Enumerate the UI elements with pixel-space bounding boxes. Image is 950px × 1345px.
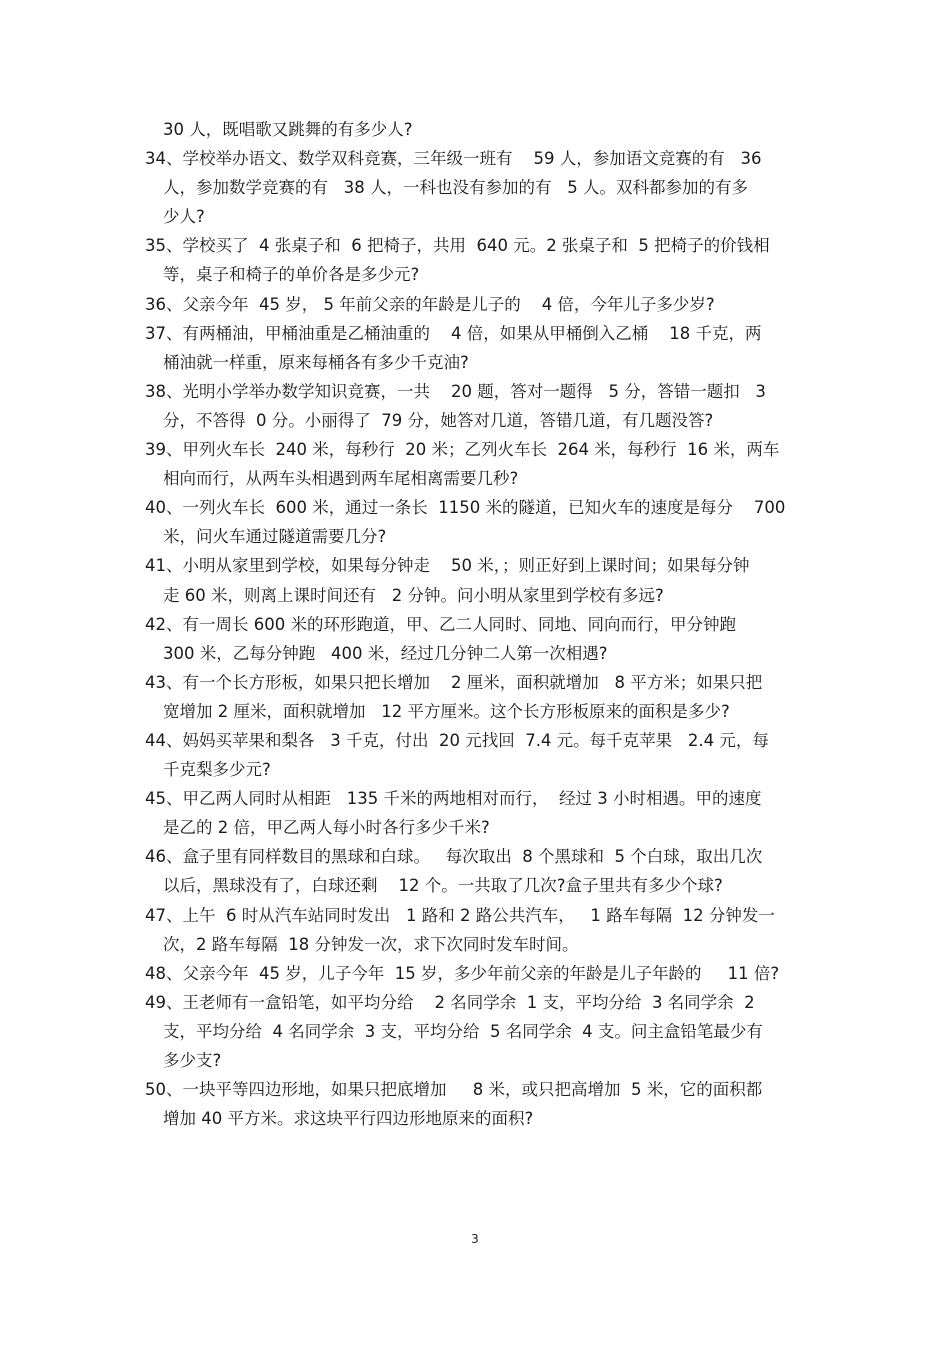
problem-38-line-2: 分，不答得 0 分。小丽得了 79 分，她答对几道，答错几道，有几题没答? — [163, 410, 714, 430]
problem-list — [145, 115, 815, 1133]
problem-38-line-1: 38、光明小学举办数学知识竞赛，一共 20 题，答对一题得 5 分，答错一题扣 3 — [145, 381, 766, 401]
problem-47-line-1: 47、上午 6 时从汽车站同时发出 1 路和 2 路公共汽车， 1 路车每隔 12 分钟发一 — [145, 905, 775, 925]
page-number: 3 — [471, 1232, 479, 1246]
problem-34-line-1: 34、学校举办语文、数学双科竞赛，三年级一班有 59 人，参加语文竞赛的有 36 — [145, 149, 762, 169]
problem-40-line-2: 米，问火车通过隧道需要几分? — [163, 527, 387, 547]
problem-33-continuation: 30 人，既唱歌又跳舞的有多少人? — [163, 120, 413, 139]
problem-41-line-2: 走 60 米，则离上课时间还有 2 分钟。问小明从家里到学校有多远? — [163, 585, 664, 605]
problem-34-line-3: 少人? — [163, 207, 205, 227]
problem-35-line-1: 35、学校买了 4 张桌子和 6 把椅子，共用 640 元。2 张桌子和 5 把椅子的价钱相 — [145, 236, 770, 256]
problem-42-line-2: 300 米，乙每分钟跑 400 米，经过几分钟二人第一次相遇? — [163, 643, 608, 663]
problem-44-line-2: 千克梨多少元? — [163, 760, 271, 780]
problem-36-line-1: 36、父亲今年 45 岁， 5 年前父亲的年龄是儿子的 4 倍，今年儿子多少岁? — [145, 294, 715, 314]
problem-37-line-2: 桶油就一样重，原来每桶各有多少千克油? — [163, 352, 469, 372]
problem-49-line-2: 支，平均分给 4 名同学余 3 支，平均分给 5 名同学余 4 支。问主盒铅笔最少有 — [163, 1021, 763, 1041]
problem-35-line-2: 等，桌子和椅子的单价各是多少元? — [163, 265, 420, 285]
problem-34-line-2: 人，参加数学竞赛的有 38 人，一科也没有参加的有 5 人。双科都参加的有多 — [163, 178, 748, 198]
problem-50-line-1: 50、一块平等四边形地，如果只把底增加 8 米，或只把高增加 5 米，它的面积都 — [145, 1080, 763, 1100]
problem-39-line-1: 39、甲列火车长 240 米，每秒行 20 米；乙列火车长 264 米，每秒行 16 米，两车 — [145, 440, 780, 460]
problem-50-line-2: 增加 40 平方米。求这块平行四边形地原来的面积? — [163, 1109, 534, 1129]
problem-37-line-1: 37、有两桶油，甲桶油重是乙桶油重的 4 倍，如果从甲桶倒入乙桶 18 千克，两 — [145, 323, 762, 343]
problem-45-line-1: 45、甲乙两人同时从相距 135 千米的两地相对而行， 经过 3 小时相遇。甲的速度 — [145, 789, 762, 809]
problem-48-line-1: 48、父亲今年 45 岁，儿子今年 15 岁，多少年前父亲的年龄是儿子年龄的 11 倍? — [145, 963, 780, 983]
problem-46-line-2: 以后，黑球没有了，白球还剩 12 个。一共取了几次?盒子里共有多少个球? — [163, 876, 723, 896]
problem-46-line-1: 46、盒子里有同样数目的黑球和白球。 每次取出 8 个黑球和 5 个白球，取出几次 — [145, 847, 763, 867]
problem-47-line-2: 次，2 路车每隔 18 分钟发一次，求下次同时发车时间。 — [163, 934, 579, 954]
problem-43-line-1: 43、有一个长方形板，如果只把长增加 2 厘米，面积就增加 8 平方米；如果只把 — [145, 672, 763, 692]
problem-40-line-1: 40、一列火车长 600 米，通过一条长 1150 米的隧道，已知火车的速度是每分 700 — [145, 498, 786, 518]
problem-39-line-2: 相向而行，从两车头相遇到两车尾相离需要几秒? — [163, 469, 519, 489]
problem-45-line-2: 是乙的 2 倍，甲乙两人每小时各行多少千米? — [163, 818, 490, 838]
problem-49-line-1: 49、王老师有一盒铅笔，如平均分给 2 名同学余 1 支，平均分给 3 名同学余 2 — [145, 992, 755, 1012]
problem-42-line-1: 42、有一周长 600 米的环形跑道，甲、乙二人同时、同地、同向而行，甲分钟跑 — [145, 614, 736, 634]
problem-43-line-2: 宽增加 2 厘米，面积就增加 12 平方厘米。这个长方形板原来的面积是多少? — [163, 701, 730, 721]
problem-44-line-1: 44、妈妈买苹果和梨各 3 千克，付出 20 元找回 7.4 元。每千克苹果 2.4 元，每 — [145, 730, 769, 750]
problem-49-line-3: 多少支? — [163, 1051, 222, 1070]
problem-41-line-1: 41、小明从家里到学校，如果每分钟走 50 米，；则正好到上课时间；如果每分钟 — [145, 556, 750, 576]
